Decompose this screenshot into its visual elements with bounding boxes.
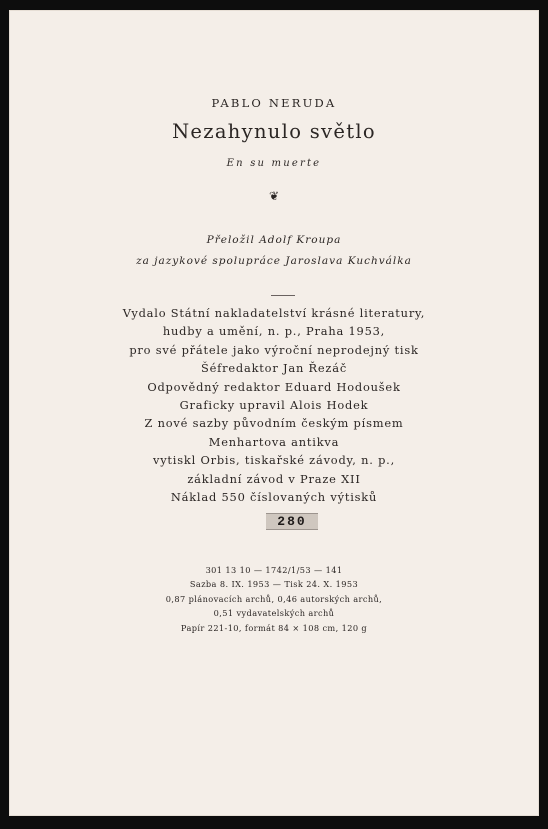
imprint-line: Z nové sazby původním českým písmem [144,416,404,431]
imprint-line: Graficky upravil Alois Hodek [179,398,369,413]
translator-line: za jazykové spolupráce Jaroslava Kuchválka [136,255,412,267]
colophon-line: Sazba 8. IX. 1953 — Tisk 24. X. 1953 [189,579,359,590]
imprint-line: pro své přátele jako výroční neprodejný tisk [129,342,419,357]
translator-credits [9,230,539,272]
book-subtitle: En su muerte [226,158,322,169]
imprint-line: Šéfredaktor Jan Řezáč [200,361,348,376]
imprint-line: Vydalo Státní nakladatelství krásné literatury, [122,306,426,320]
imprint-line: hudby a umění, n. p., Praha 1953, [162,324,386,339]
colophon-line: 0,87 plánovacích archů, 0,46 autorských archů, [165,593,383,604]
fleuron-ornament-icon: ❦ [268,189,280,203]
imprint-line: Náklad 550 číslovaných výtisků [170,490,378,505]
imprint-line: Menhartova antikva [208,434,340,449]
colophon-page [9,10,539,816]
imprint-line: Odpovědný redaktor Eduard Hodoušek [147,379,401,394]
book-title: Nezahynulo světlo [172,120,376,143]
translator-line: Přeložil Adolf Kroupa [206,234,342,246]
colophon-details [9,563,539,635]
imprint-line: vytiskl Orbis, tiskařské závody, n. p., [152,453,396,468]
imprint-block [9,304,539,506]
divider-rule [271,295,295,296]
colophon-line: 301 13 10 — 1742/1/53 — 141 [205,565,343,575]
author-name: PABLO NERUDA [211,96,337,110]
imprint-line: základní závod v Praze XII [187,471,361,486]
copy-number-stamp: 280 [266,513,318,530]
colophon-line: 0,51 vydavatelských archů [213,608,335,619]
colophon-line: Papír 221-10, formát 84 × 108 cm, 120 g [180,622,368,633]
